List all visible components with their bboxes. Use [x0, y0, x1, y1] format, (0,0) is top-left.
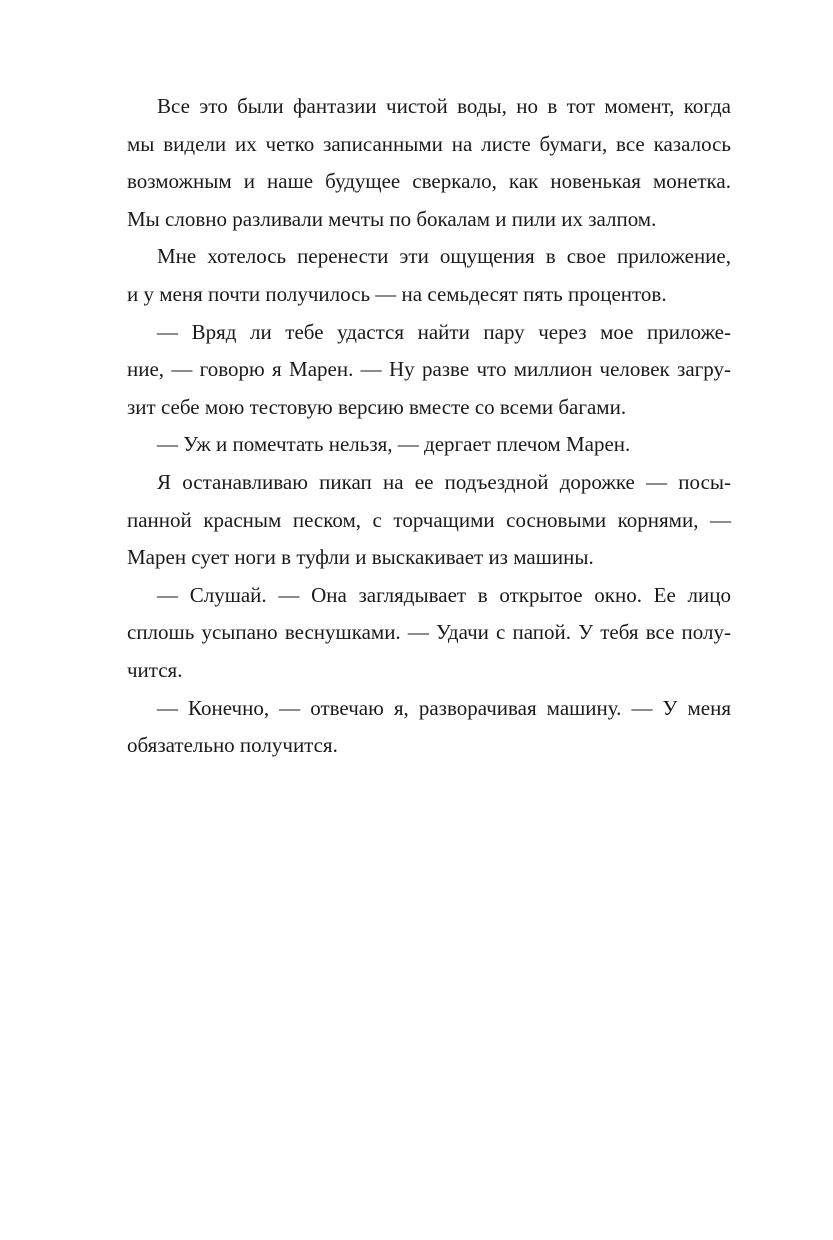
text-line: и у меня почти получилось — на семьдесят пять процентов.	[127, 281, 667, 306]
paragraph-2	[127, 238, 731, 313]
paragraph-3	[127, 314, 731, 427]
paragraph-1	[127, 88, 731, 238]
paragraph-7	[127, 690, 731, 765]
text-line: — Слушай. — Она заглядывает в открытое окно. Ее лицо	[157, 582, 731, 607]
text-line: панной красным песком, с торчащими сосновыми корнями, —	[127, 507, 731, 532]
text-line: Я останавливаю пикап на ее подъездной дорожке — посы-	[157, 469, 731, 494]
text-line: — Уж и помечтать нельзя, — дергает плечом Марен.	[157, 432, 631, 457]
text-line: чится.	[127, 657, 183, 682]
text-line: мы видели их четко записанными на листе бумаги, все казалось	[127, 131, 731, 156]
text-line: зит себе мою тестовую версию вместе со всеми багами.	[127, 394, 627, 419]
text-line: сплошь усыпано веснушками. — Удачи с папой. У тебя все полу-	[127, 620, 731, 645]
text-line: обязательно получится.	[127, 733, 338, 758]
text-line: Мы словно разливали мечты по бокалам и пили их залпом.	[127, 206, 657, 231]
text-line: возможным и наше будущее сверкало, как новенькая монетка.	[127, 169, 731, 194]
paragraph-4	[127, 426, 731, 464]
book-page-text	[127, 88, 731, 765]
paragraph-5	[127, 464, 731, 577]
text-line: Марен сует ноги в туфли и выскакивает из машины.	[127, 545, 594, 570]
text-line: ние, — говорю я Марен. — Ну разве что миллион человек загру-	[127, 357, 731, 382]
text-line: Мне хотелось перенести эти ощущения в свое приложение,	[157, 244, 731, 269]
paragraph-6	[127, 577, 731, 690]
text-line: — Конечно, — отвечаю я, разворачивая машину. — У меня	[157, 695, 731, 720]
text-line: Все это были фантазии чистой воды, но в тот момент, когда	[157, 94, 731, 118]
text-line: — Вряд ли тебе удастся найти пару через мое приложе-	[157, 319, 731, 344]
